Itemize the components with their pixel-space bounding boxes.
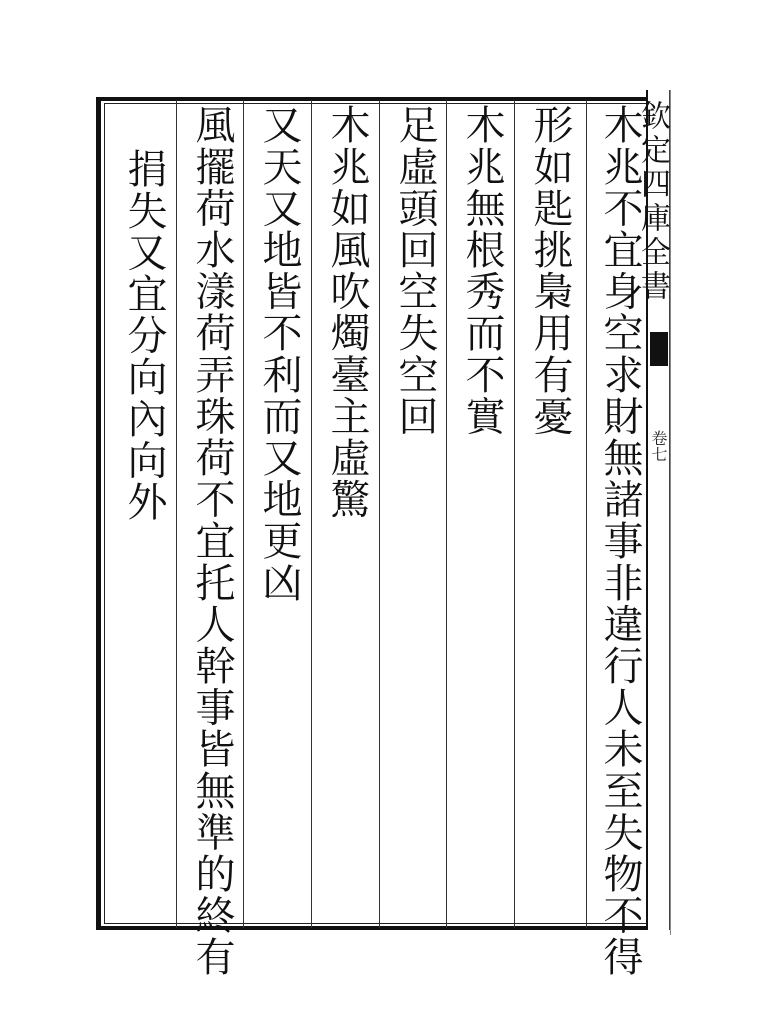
- text-column-7: 風擺荷水漾荷弄珠荷不宜托人幹事皆無準的終有: [189, 104, 235, 978]
- text-column-6: 又天又地皆不利而又地更凶: [256, 104, 302, 604]
- text-column-1: 木兆不宜身空求財無諸事非違行人未至失物不得: [597, 104, 643, 978]
- text-column-5: 木兆如風吹燭臺主虛驚: [324, 104, 370, 520]
- margin-fish-tail-block: [650, 332, 668, 366]
- column-rule: [176, 100, 177, 928]
- text-column-4: 足虛頭回空失空回: [392, 104, 438, 437]
- column-rule: [243, 100, 244, 928]
- text-column-8: 捐失又宜分向內向外: [121, 148, 167, 523]
- margin-title: 欽定四庫全書: [635, 100, 670, 304]
- column-rule: [311, 100, 312, 928]
- page-right-edge: [670, 90, 671, 935]
- column-rule: [379, 100, 380, 928]
- column-rule: [446, 100, 447, 928]
- column-rule: [586, 100, 587, 928]
- text-column-3: 木兆無根秀而不實: [459, 104, 505, 437]
- text-column-2: 形如匙挑梟用有憂: [527, 104, 573, 437]
- column-rule: [514, 100, 515, 928]
- margin-juan-label: 卷七: [649, 430, 668, 462]
